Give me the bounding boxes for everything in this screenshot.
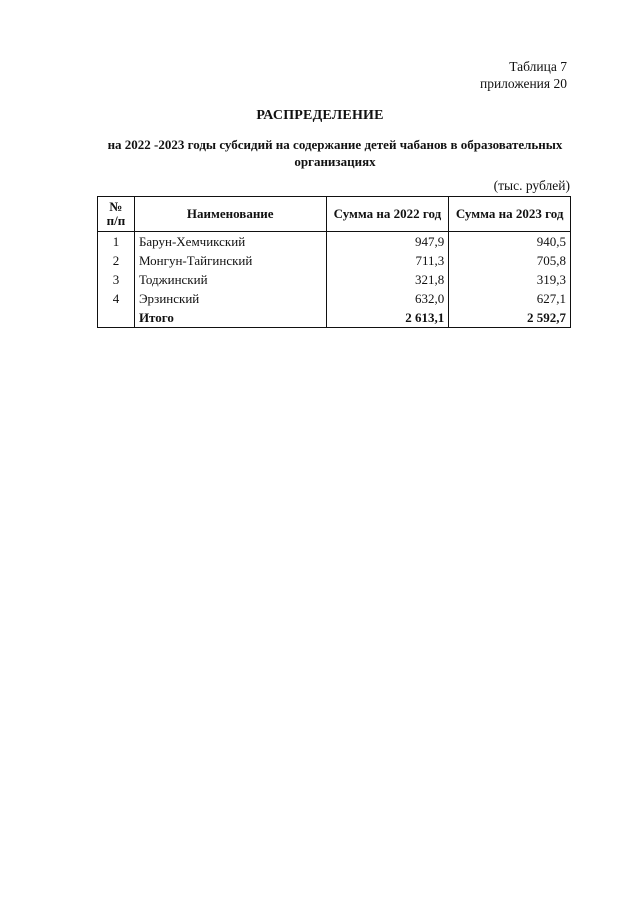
table-row bbox=[98, 289, 571, 308]
row-number: 2 bbox=[98, 251, 135, 270]
row-number: 1 bbox=[98, 232, 135, 252]
district-name: Барун-Хемчикский bbox=[134, 232, 326, 252]
sum-2023-value: 705,8 bbox=[449, 251, 571, 270]
appendix-label: приложения 20 bbox=[479, 76, 567, 91]
district-name: Эрзинский bbox=[134, 289, 326, 308]
sum-2023-value: 627,1 bbox=[449, 289, 571, 308]
row-number: 4 bbox=[98, 289, 135, 308]
document-subtitle bbox=[100, 136, 570, 170]
total-label: Итого bbox=[134, 308, 326, 328]
subtitle-line-1: на 2022 -2023 годы субсидий на содержание детей чабанов в образовательных bbox=[107, 137, 563, 152]
sum-2022-value: 321,8 bbox=[326, 270, 449, 289]
document-header bbox=[480, 58, 567, 92]
distribution-table bbox=[97, 196, 571, 328]
table-row bbox=[98, 270, 571, 289]
subtitle-line-2: организациях bbox=[294, 154, 376, 169]
header-number bbox=[98, 197, 135, 232]
total-row bbox=[98, 308, 571, 328]
header-name: Наименование bbox=[134, 197, 326, 232]
district-name: Тоджинский bbox=[134, 270, 326, 289]
total-sum-2022: 2 613,1 bbox=[326, 308, 449, 328]
table-row bbox=[98, 251, 571, 270]
document-title: РАСПРЕДЕЛЕНИЕ bbox=[256, 108, 384, 123]
sum-2022-value: 711,3 bbox=[326, 251, 449, 270]
table-row bbox=[98, 232, 571, 252]
sum-2023-value: 940,5 bbox=[449, 232, 571, 252]
total-number bbox=[98, 308, 135, 328]
units-label: (тыс. рублей) bbox=[493, 178, 570, 193]
header-number-symbol: № bbox=[109, 199, 123, 214]
district-name: Монгун-Тайгинский bbox=[134, 251, 326, 270]
header-sum-2022: Сумма на 2022 год bbox=[326, 197, 449, 232]
row-number: 3 bbox=[98, 270, 135, 289]
table-label: Таблица 7 bbox=[509, 59, 567, 74]
sum-2023-value: 319,3 bbox=[449, 270, 571, 289]
header-number-abbr: п/п bbox=[106, 213, 126, 228]
sum-2022-value: 632,0 bbox=[326, 289, 449, 308]
sum-2022-value: 947,9 bbox=[326, 232, 449, 252]
total-sum-2023: 2 592,7 bbox=[449, 308, 571, 328]
table-header-row bbox=[98, 197, 571, 232]
header-sum-2023: Сумма на 2023 год bbox=[449, 197, 571, 232]
